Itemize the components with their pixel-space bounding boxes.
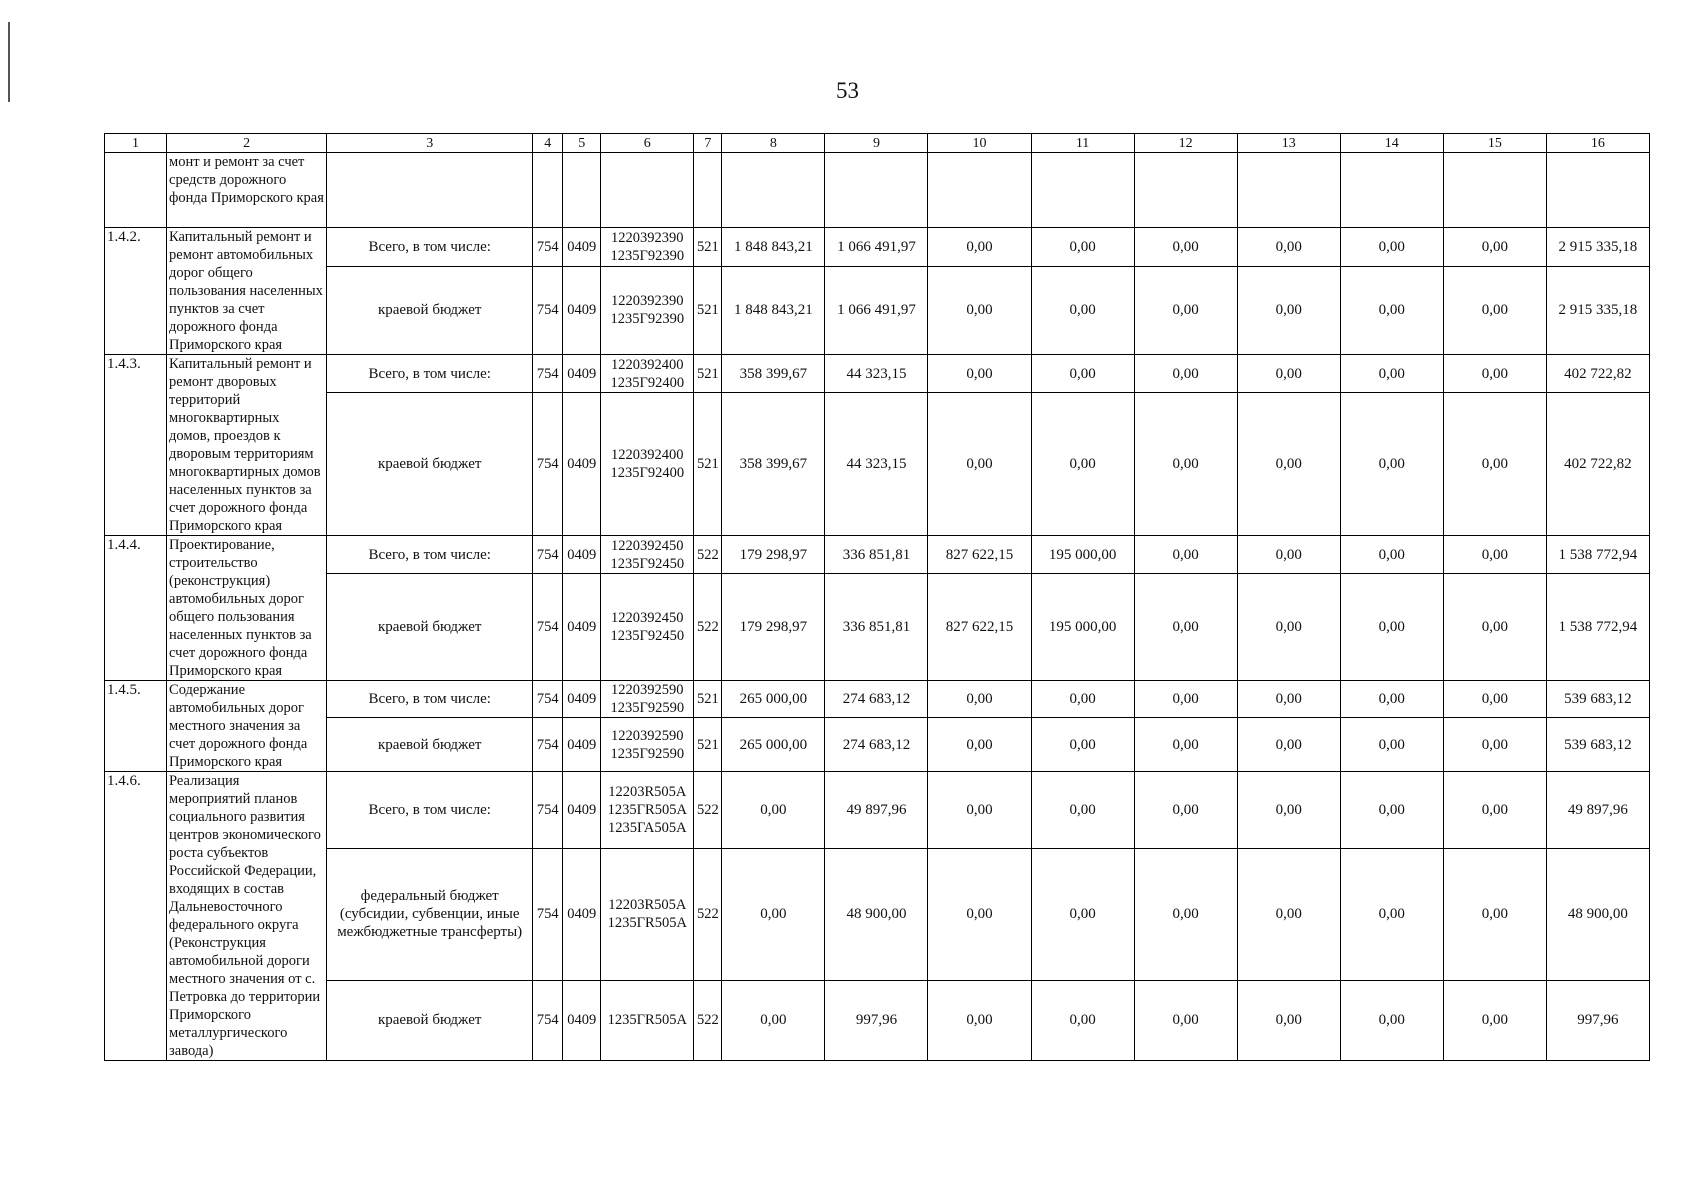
agency-code: 754 [533, 393, 563, 536]
year-amount-14: 0,00 [1340, 266, 1443, 354]
total-amount: 48 900,00 [1546, 849, 1649, 980]
article-code-line: 1220392400 [611, 447, 684, 464]
item-number: 1.4.6. [105, 772, 167, 1061]
year-amount-10: 0,00 [928, 980, 1031, 1060]
item-number: 1.4.4. [105, 536, 167, 681]
item-number: 1.4.5. [105, 681, 167, 772]
year-amount-14: 0,00 [1340, 393, 1443, 536]
year-amount-11: 195 000,00 [1031, 574, 1134, 681]
table-row [105, 266, 1650, 354]
year-amount-8: 0,00 [722, 980, 825, 1060]
year-amount-15: 0,00 [1443, 718, 1546, 772]
year-amount-10: 0,00 [928, 718, 1031, 772]
year-amount-11: 0,00 [1031, 228, 1134, 267]
empty-cell [563, 153, 601, 228]
year-amount-11: 0,00 [1031, 980, 1134, 1060]
year-amount-10: 827 622,15 [928, 574, 1031, 681]
year-amount-11: 0,00 [1031, 266, 1134, 354]
target-article-code [601, 718, 694, 772]
target-article-code [601, 772, 694, 849]
article-code-line: 1220392450 [611, 537, 684, 554]
year-amount-15: 0,00 [1443, 980, 1546, 1060]
section-code: 0409 [563, 228, 601, 267]
article-code-line: 12203R505A [608, 784, 687, 801]
year-amount-13: 0,00 [1237, 980, 1340, 1060]
column-header-6: 6 [601, 134, 694, 153]
year-amount-8: 265 000,00 [722, 681, 825, 718]
expense-type-code: 522 [694, 772, 722, 849]
total-amount: 49 897,96 [1546, 772, 1649, 849]
year-amount-9: 44 323,15 [825, 355, 928, 393]
item-number: 1.4.2. [105, 228, 167, 355]
column-header-5: 5 [563, 134, 601, 153]
column-number-row [105, 134, 1650, 153]
funding-source: Всего, в том числе: [327, 772, 533, 849]
year-amount-13: 0,00 [1237, 849, 1340, 980]
item-name: Капитальный ремонт и ремонт автомобильных дорог общего пользования населенных пунктов за счет дорожного фонда Приморского края [167, 228, 327, 355]
target-article-code [601, 393, 694, 536]
item-name: монт и ремонт за счет средств дорожного фонда Приморского края [167, 153, 327, 228]
article-code-line: 1235Г92400 [610, 374, 685, 391]
expense-type-code: 521 [694, 681, 722, 718]
agency-code: 754 [533, 681, 563, 718]
year-amount-14: 0,00 [1340, 355, 1443, 393]
column-header-11: 11 [1031, 134, 1134, 153]
article-code-line: 1220392450 [611, 610, 684, 627]
year-amount-8: 179 298,97 [722, 574, 825, 681]
year-amount-15: 0,00 [1443, 355, 1546, 393]
table-row [105, 228, 1650, 267]
year-amount-10: 0,00 [928, 355, 1031, 393]
year-amount-12: 0,00 [1134, 574, 1237, 681]
section-code: 0409 [563, 772, 601, 849]
section-code: 0409 [563, 536, 601, 574]
agency-code: 754 [533, 574, 563, 681]
year-amount-14: 0,00 [1340, 228, 1443, 267]
column-header-13: 13 [1237, 134, 1340, 153]
year-amount-14: 0,00 [1340, 772, 1443, 849]
expense-type-code: 521 [694, 718, 722, 772]
year-amount-15: 0,00 [1443, 266, 1546, 354]
target-article-code [601, 228, 694, 267]
year-amount-12: 0,00 [1134, 772, 1237, 849]
year-amount-11: 0,00 [1031, 718, 1134, 772]
target-article-code [601, 266, 694, 354]
column-header-3: 3 [327, 134, 533, 153]
table-row [105, 536, 1650, 574]
year-amount-11: 0,00 [1031, 393, 1134, 536]
empty-cell [327, 153, 533, 228]
year-amount-14: 0,00 [1340, 536, 1443, 574]
year-amount-13: 0,00 [1237, 228, 1340, 267]
table-row [105, 772, 1650, 849]
year-amount-10: 0,00 [928, 393, 1031, 536]
total-amount: 402 722,82 [1546, 355, 1649, 393]
year-amount-11: 0,00 [1031, 772, 1134, 849]
year-amount-10: 0,00 [928, 681, 1031, 718]
item-name: Проектирование, строительство (реконструкция) автомобильных дорог общего пользования населенных пунктов за счет дорожного фонда Приморского края [167, 536, 327, 681]
total-amount: 2 915 335,18 [1546, 228, 1649, 267]
column-header-1: 1 [105, 134, 167, 153]
year-amount-14: 0,00 [1340, 574, 1443, 681]
funding-source: краевой бюджет [327, 980, 533, 1060]
article-code-line: 1235Г92390 [610, 311, 685, 328]
article-code-line: 1235Г92590 [610, 745, 685, 762]
year-amount-10: 0,00 [928, 849, 1031, 980]
column-header-14: 14 [1340, 134, 1443, 153]
year-amount-8: 0,00 [722, 772, 825, 849]
year-amount-15: 0,00 [1443, 772, 1546, 849]
target-article-code [601, 574, 694, 681]
article-code-line: 1220392390 [611, 293, 684, 310]
year-amount-12: 0,00 [1134, 355, 1237, 393]
funding-source: краевой бюджет [327, 266, 533, 354]
article-code-line: 1235ГА505А [608, 820, 687, 837]
year-amount-14: 0,00 [1340, 681, 1443, 718]
year-amount-8: 358 399,67 [722, 355, 825, 393]
year-amount-9: 336 851,81 [825, 574, 928, 681]
section-code: 0409 [563, 355, 601, 393]
target-article-code [601, 849, 694, 980]
year-amount-8: 1 848 843,21 [722, 228, 825, 267]
year-amount-14: 0,00 [1340, 849, 1443, 980]
year-amount-9: 336 851,81 [825, 536, 928, 574]
expense-type-code: 521 [694, 355, 722, 393]
year-amount-13: 0,00 [1237, 393, 1340, 536]
year-amount-9: 48 900,00 [825, 849, 928, 980]
year-amount-15: 0,00 [1443, 574, 1546, 681]
table-row [105, 355, 1650, 393]
continuation-row [105, 153, 1650, 228]
agency-code: 754 [533, 355, 563, 393]
section-code: 0409 [563, 266, 601, 354]
empty-cell [694, 153, 722, 228]
target-article-code [601, 681, 694, 718]
article-code-line: 1235ГR505A [607, 1012, 687, 1029]
total-amount: 997,96 [1546, 980, 1649, 1060]
year-amount-15: 0,00 [1443, 536, 1546, 574]
total-amount: 1 538 772,94 [1546, 536, 1649, 574]
column-header-15: 15 [1443, 134, 1546, 153]
section-code: 0409 [563, 681, 601, 718]
expense-type-code: 521 [694, 266, 722, 354]
expense-type-code: 522 [694, 574, 722, 681]
table-row [105, 718, 1650, 772]
item-number: 1.4.3. [105, 355, 167, 536]
section-code: 0409 [563, 849, 601, 980]
agency-code: 754 [533, 718, 563, 772]
year-amount-8: 179 298,97 [722, 536, 825, 574]
article-code-line: 1220392590 [611, 682, 684, 699]
year-amount-12: 0,00 [1134, 536, 1237, 574]
table-row [105, 574, 1650, 681]
column-header-12: 12 [1134, 134, 1237, 153]
section-code: 0409 [563, 574, 601, 681]
year-amount-9: 1 066 491,97 [825, 228, 928, 267]
section-code: 0409 [563, 718, 601, 772]
column-header-7: 7 [694, 134, 722, 153]
year-amount-12: 0,00 [1134, 228, 1237, 267]
empty-cell [722, 153, 825, 228]
total-amount: 1 538 772,94 [1546, 574, 1649, 681]
year-amount-11: 195 000,00 [1031, 536, 1134, 574]
expense-type-code: 522 [694, 980, 722, 1060]
table-row [105, 849, 1650, 980]
agency-code: 754 [533, 772, 563, 849]
article-code-line: 1235Г92590 [610, 700, 685, 717]
empty-cell [1546, 153, 1649, 228]
funding-source: Всего, в том числе: [327, 355, 533, 393]
expense-type-code: 521 [694, 393, 722, 536]
year-amount-13: 0,00 [1237, 574, 1340, 681]
year-amount-9: 274 683,12 [825, 681, 928, 718]
target-article-code [601, 980, 694, 1060]
year-amount-11: 0,00 [1031, 681, 1134, 718]
year-amount-15: 0,00 [1443, 393, 1546, 536]
year-amount-8: 265 000,00 [722, 718, 825, 772]
total-amount: 539 683,12 [1546, 681, 1649, 718]
year-amount-8: 0,00 [722, 849, 825, 980]
agency-code: 754 [533, 849, 563, 980]
year-amount-14: 0,00 [1340, 980, 1443, 1060]
target-article-code [601, 355, 694, 393]
funding-source: Всего, в том числе: [327, 681, 533, 718]
year-amount-13: 0,00 [1237, 681, 1340, 718]
funding-source: федеральный бюджет (субсидии, субвенции, иные межбюджетные трансферты) [327, 849, 533, 980]
item-name: Содержание автомобильных дорог местного значения за счет дорожного фонда Приморского края [167, 681, 327, 772]
table-row [105, 393, 1650, 536]
empty-cell [928, 153, 1031, 228]
funding-source: Всего, в том числе: [327, 228, 533, 267]
year-amount-13: 0,00 [1237, 536, 1340, 574]
empty-cell [1340, 153, 1443, 228]
year-amount-11: 0,00 [1031, 849, 1134, 980]
year-amount-10: 0,00 [928, 772, 1031, 849]
year-amount-12: 0,00 [1134, 718, 1237, 772]
item-name: Реализация мероприятий планов социального развития центров экономического роста субъектов Российской Федерации, входящих в состав Дальневосточного федерального округа (Реконструкция автомобильной дороги местного значения от с. Петровка до территории Приморского металлургического завода) [167, 772, 327, 1061]
section-code: 0409 [563, 980, 601, 1060]
year-amount-10: 0,00 [928, 266, 1031, 354]
column-header-8: 8 [722, 134, 825, 153]
empty-cell [1031, 153, 1134, 228]
target-article-code [601, 536, 694, 574]
page-number: 53 [836, 78, 859, 103]
article-code-line: 1220392390 [611, 229, 684, 246]
article-code-line: 1235Г92400 [610, 465, 685, 482]
article-code-line: 1235Г92450 [610, 555, 685, 572]
item-name: Капитальный ремонт и ремонт дворовых территорий многоквартирных домов, проездов к дворовым территориям многоквартирных домов населенных пунктов за счет дорожного фонда Приморского края [167, 355, 327, 536]
year-amount-15: 0,00 [1443, 681, 1546, 718]
year-amount-12: 0,00 [1134, 849, 1237, 980]
agency-code: 754 [533, 228, 563, 267]
empty-cell [1443, 153, 1546, 228]
article-code-line: 1220392400 [611, 356, 684, 373]
year-amount-9: 44 323,15 [825, 393, 928, 536]
year-amount-12: 0,00 [1134, 393, 1237, 536]
expense-type-code: 521 [694, 228, 722, 267]
year-amount-14: 0,00 [1340, 718, 1443, 772]
column-header-16: 16 [1546, 134, 1649, 153]
year-amount-10: 827 622,15 [928, 536, 1031, 574]
agency-code: 754 [533, 980, 563, 1060]
funding-source: краевой бюджет [327, 393, 533, 536]
year-amount-9: 49 897,96 [825, 772, 928, 849]
item-number [105, 153, 167, 228]
empty-cell [533, 153, 563, 228]
column-header-10: 10 [928, 134, 1031, 153]
agency-code: 754 [533, 536, 563, 574]
funding-source: Всего, в том числе: [327, 536, 533, 574]
year-amount-13: 0,00 [1237, 266, 1340, 354]
year-amount-15: 0,00 [1443, 228, 1546, 267]
year-amount-9: 274 683,12 [825, 718, 928, 772]
section-code: 0409 [563, 393, 601, 536]
year-amount-8: 358 399,67 [722, 393, 825, 536]
article-code-line: 1235ГR505A [607, 802, 687, 819]
year-amount-11: 0,00 [1031, 355, 1134, 393]
empty-cell [825, 153, 928, 228]
article-code-line: 1235Г92390 [610, 247, 685, 264]
expense-type-code: 522 [694, 849, 722, 980]
year-amount-8: 1 848 843,21 [722, 266, 825, 354]
empty-cell [1237, 153, 1340, 228]
article-code-line: 1235Г92450 [610, 628, 685, 645]
year-amount-15: 0,00 [1443, 849, 1546, 980]
year-amount-12: 0,00 [1134, 980, 1237, 1060]
empty-cell [601, 153, 694, 228]
budget-table [104, 133, 1650, 1061]
expense-type-code: 522 [694, 536, 722, 574]
article-code-line: 1220392590 [611, 727, 684, 744]
table-row [105, 980, 1650, 1060]
funding-source: краевой бюджет [327, 574, 533, 681]
table-body [105, 134, 1650, 1061]
total-amount: 402 722,82 [1546, 393, 1649, 536]
agency-code: 754 [533, 266, 563, 354]
year-amount-12: 0,00 [1134, 266, 1237, 354]
column-header-9: 9 [825, 134, 928, 153]
year-amount-9: 1 066 491,97 [825, 266, 928, 354]
year-amount-13: 0,00 [1237, 772, 1340, 849]
column-header-4: 4 [533, 134, 563, 153]
total-amount: 539 683,12 [1546, 718, 1649, 772]
year-amount-10: 0,00 [928, 228, 1031, 267]
column-header-2: 2 [167, 134, 327, 153]
funding-source: краевой бюджет [327, 718, 533, 772]
article-code-line: 12203R505A [608, 897, 687, 914]
year-amount-12: 0,00 [1134, 681, 1237, 718]
total-amount: 2 915 335,18 [1546, 266, 1649, 354]
article-code-line: 1235ГR505A [607, 915, 687, 932]
year-amount-9: 997,96 [825, 980, 928, 1060]
table-row [105, 681, 1650, 718]
empty-cell [1134, 153, 1237, 228]
year-amount-13: 0,00 [1237, 355, 1340, 393]
year-amount-13: 0,00 [1237, 718, 1340, 772]
